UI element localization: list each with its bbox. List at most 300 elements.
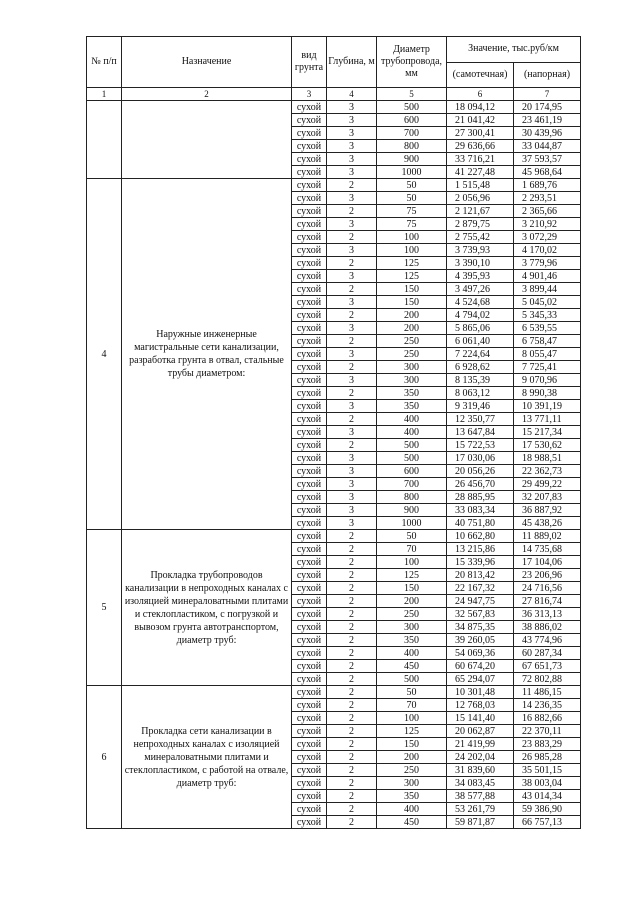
diameter-cell: 50 — [377, 530, 447, 543]
pressure-value-cell: 29 499,22 — [514, 478, 581, 491]
depth-cell: 2 — [327, 543, 377, 556]
gravity-value-cell: 4 524,68 — [447, 296, 514, 309]
diameter-cell: 1000 — [377, 166, 447, 179]
depth-cell: 2 — [327, 283, 377, 296]
section-description — [122, 101, 292, 179]
soil-type-cell: сухой — [292, 738, 327, 751]
diameter-cell: 100 — [377, 231, 447, 244]
header-purpose: Назначение — [122, 37, 292, 88]
pressure-value-cell: 22 370,11 — [514, 725, 581, 738]
depth-cell: 2 — [327, 569, 377, 582]
section-number: 6 — [87, 686, 122, 829]
diameter-cell: 70 — [377, 699, 447, 712]
gravity-value-cell: 8 063,12 — [447, 387, 514, 400]
depth-cell: 3 — [327, 400, 377, 413]
pressure-value-cell: 15 217,34 — [514, 426, 581, 439]
soil-type-cell: сухой — [292, 452, 327, 465]
gravity-value-cell: 54 069,36 — [447, 647, 514, 660]
soil-type-cell: сухой — [292, 465, 327, 478]
pressure-value-cell: 33 044,87 — [514, 140, 581, 153]
pressure-value-cell: 6 539,55 — [514, 322, 581, 335]
diameter-cell: 250 — [377, 348, 447, 361]
pressure-value-cell: 23 461,19 — [514, 114, 581, 127]
gravity-value-cell: 34 875,35 — [447, 621, 514, 634]
pressure-value-cell: 23 883,29 — [514, 738, 581, 751]
gravity-value-cell: 13 647,84 — [447, 426, 514, 439]
depth-cell: 3 — [327, 374, 377, 387]
depth-cell: 2 — [327, 673, 377, 686]
depth-cell: 3 — [327, 322, 377, 335]
gravity-value-cell: 33 083,34 — [447, 504, 514, 517]
diameter-cell: 200 — [377, 309, 447, 322]
soil-type-cell: сухой — [292, 530, 327, 543]
diameter-cell: 75 — [377, 205, 447, 218]
pressure-value-cell: 43 014,34 — [514, 790, 581, 803]
diameter-cell: 125 — [377, 725, 447, 738]
pressure-value-cell: 4 901,46 — [514, 270, 581, 283]
gravity-value-cell: 21 419,99 — [447, 738, 514, 751]
diameter-cell: 500 — [377, 439, 447, 452]
diameter-cell: 400 — [377, 803, 447, 816]
gravity-value-cell: 41 227,48 — [447, 166, 514, 179]
diameter-cell: 800 — [377, 140, 447, 153]
pressure-value-cell: 24 716,56 — [514, 582, 581, 595]
diameter-cell: 200 — [377, 751, 447, 764]
table-body — [87, 101, 581, 829]
depth-cell: 2 — [327, 179, 377, 192]
diameter-cell: 100 — [377, 712, 447, 725]
gravity-value-cell: 5 865,06 — [447, 322, 514, 335]
soil-type-cell: сухой — [292, 400, 327, 413]
pressure-value-cell: 67 651,73 — [514, 660, 581, 673]
diameter-cell: 350 — [377, 400, 447, 413]
diameter-cell: 150 — [377, 738, 447, 751]
table-row — [87, 179, 581, 192]
diameter-cell: 125 — [377, 257, 447, 270]
diameter-cell: 125 — [377, 270, 447, 283]
depth-cell: 3 — [327, 348, 377, 361]
gravity-value-cell: 38 577,88 — [447, 790, 514, 803]
diameter-cell: 250 — [377, 764, 447, 777]
depth-cell: 2 — [327, 439, 377, 452]
gravity-value-cell: 13 215,86 — [447, 543, 514, 556]
diameter-cell: 350 — [377, 790, 447, 803]
gravity-value-cell: 3 390,10 — [447, 257, 514, 270]
table-row — [87, 530, 581, 543]
diameter-cell: 50 — [377, 686, 447, 699]
pressure-value-cell: 5 345,33 — [514, 309, 581, 322]
section-number: 4 — [87, 179, 122, 530]
depth-cell: 2 — [327, 816, 377, 829]
diameter-cell: 1000 — [377, 517, 447, 530]
soil-type-cell: сухой — [292, 114, 327, 127]
soil-type-cell: сухой — [292, 257, 327, 270]
depth-cell: 3 — [327, 296, 377, 309]
depth-cell: 3 — [327, 166, 377, 179]
soil-type-cell: сухой — [292, 491, 327, 504]
diameter-cell: 300 — [377, 777, 447, 790]
pressure-value-cell: 36 313,13 — [514, 608, 581, 621]
diameter-cell: 150 — [377, 296, 447, 309]
header-depth: Глубина, м — [327, 37, 377, 88]
gravity-value-cell: 6 928,62 — [447, 361, 514, 374]
pressure-value-cell: 5 045,02 — [514, 296, 581, 309]
table-row — [87, 101, 581, 114]
soil-type-cell: сухой — [292, 634, 327, 647]
pressure-value-cell: 17 104,06 — [514, 556, 581, 569]
depth-cell: 3 — [327, 452, 377, 465]
pressure-value-cell: 11 486,15 — [514, 686, 581, 699]
pressure-value-cell: 20 174,95 — [514, 101, 581, 114]
soil-type-cell: сухой — [292, 101, 327, 114]
gravity-value-cell: 15 141,40 — [447, 712, 514, 725]
gravity-value-cell: 40 751,80 — [447, 517, 514, 530]
depth-cell: 2 — [327, 686, 377, 699]
pressure-value-cell: 14 735,68 — [514, 543, 581, 556]
diameter-cell: 150 — [377, 283, 447, 296]
depth-cell: 2 — [327, 777, 377, 790]
diameter-cell: 70 — [377, 543, 447, 556]
depth-cell: 2 — [327, 361, 377, 374]
gravity-value-cell: 28 885,95 — [447, 491, 514, 504]
depth-cell: 3 — [327, 426, 377, 439]
soil-type-cell: сухой — [292, 192, 327, 205]
soil-type-cell: сухой — [292, 244, 327, 257]
pressure-value-cell: 38 886,02 — [514, 621, 581, 634]
depth-cell: 2 — [327, 699, 377, 712]
soil-type-cell: сухой — [292, 764, 327, 777]
depth-cell: 3 — [327, 192, 377, 205]
soil-type-cell: сухой — [292, 790, 327, 803]
pressure-value-cell: 37 593,57 — [514, 153, 581, 166]
depth-cell: 3 — [327, 465, 377, 478]
diameter-cell: 100 — [377, 244, 447, 257]
column-number-cell: 3 — [292, 88, 327, 101]
diameter-cell: 300 — [377, 374, 447, 387]
gravity-value-cell: 7 224,64 — [447, 348, 514, 361]
gravity-value-cell: 3 739,93 — [447, 244, 514, 257]
soil-type-cell: сухой — [292, 231, 327, 244]
soil-type-cell: сухой — [292, 335, 327, 348]
pressure-value-cell: 38 003,04 — [514, 777, 581, 790]
gravity-value-cell: 8 135,39 — [447, 374, 514, 387]
soil-type-cell: сухой — [292, 270, 327, 283]
pressure-value-cell: 4 170,02 — [514, 244, 581, 257]
diameter-cell: 700 — [377, 127, 447, 140]
gravity-value-cell: 59 871,87 — [447, 816, 514, 829]
document-page — [86, 36, 581, 829]
pressure-value-cell: 14 236,35 — [514, 699, 581, 712]
soil-type-cell: сухой — [292, 816, 327, 829]
depth-cell: 2 — [327, 764, 377, 777]
soil-type-cell: сухой — [292, 699, 327, 712]
soil-type-cell: сухой — [292, 582, 327, 595]
pressure-value-cell: 3 210,92 — [514, 218, 581, 231]
depth-cell: 2 — [327, 556, 377, 569]
soil-type-cell: сухой — [292, 426, 327, 439]
pressure-value-cell: 45 968,64 — [514, 166, 581, 179]
diameter-cell: 600 — [377, 465, 447, 478]
soil-type-cell: сухой — [292, 621, 327, 634]
gravity-value-cell: 2 056,96 — [447, 192, 514, 205]
soil-type-cell: сухой — [292, 595, 327, 608]
header-soil-type: вид грунта — [292, 37, 327, 88]
depth-cell: 3 — [327, 270, 377, 283]
pressure-value-cell: 27 816,74 — [514, 595, 581, 608]
gravity-value-cell: 9 319,46 — [447, 400, 514, 413]
gravity-value-cell: 2 755,42 — [447, 231, 514, 244]
gravity-value-cell: 26 456,70 — [447, 478, 514, 491]
soil-type-cell: сухой — [292, 283, 327, 296]
pressure-value-cell: 11 889,02 — [514, 530, 581, 543]
soil-type-cell: сухой — [292, 153, 327, 166]
diameter-cell: 400 — [377, 426, 447, 439]
diameter-cell: 125 — [377, 569, 447, 582]
gravity-value-cell: 4 395,93 — [447, 270, 514, 283]
soil-type-cell: сухой — [292, 556, 327, 569]
gravity-value-cell: 33 716,21 — [447, 153, 514, 166]
soil-type-cell: сухой — [292, 712, 327, 725]
gravity-value-cell: 21 041,42 — [447, 114, 514, 127]
gravity-value-cell: 6 061,40 — [447, 335, 514, 348]
column-number-cell: 2 — [122, 88, 292, 101]
soil-type-cell: сухой — [292, 218, 327, 231]
pressure-value-cell: 30 439,96 — [514, 127, 581, 140]
soil-type-cell: сухой — [292, 478, 327, 491]
depth-cell: 2 — [327, 608, 377, 621]
diameter-cell: 250 — [377, 335, 447, 348]
depth-cell: 2 — [327, 790, 377, 803]
gravity-value-cell: 17 030,06 — [447, 452, 514, 465]
soil-type-cell: сухой — [292, 803, 327, 816]
depth-cell: 3 — [327, 491, 377, 504]
diameter-cell: 300 — [377, 361, 447, 374]
gravity-value-cell: 2 121,67 — [447, 205, 514, 218]
depth-cell: 3 — [327, 140, 377, 153]
gravity-value-cell: 12 350,77 — [447, 413, 514, 426]
diameter-cell: 75 — [377, 218, 447, 231]
depth-cell: 2 — [327, 634, 377, 647]
pressure-value-cell: 10 391,19 — [514, 400, 581, 413]
column-number-row — [87, 88, 581, 101]
soil-type-cell: сухой — [292, 296, 327, 309]
depth-cell: 3 — [327, 127, 377, 140]
soil-type-cell: сухой — [292, 205, 327, 218]
pressure-value-cell: 59 386,90 — [514, 803, 581, 816]
soil-type-cell: сухой — [292, 309, 327, 322]
pressure-value-cell: 36 887,92 — [514, 504, 581, 517]
diameter-cell: 200 — [377, 322, 447, 335]
depth-cell: 2 — [327, 335, 377, 348]
diameter-cell: 100 — [377, 556, 447, 569]
gravity-value-cell: 18 094,12 — [447, 101, 514, 114]
gravity-value-cell: 2 879,75 — [447, 218, 514, 231]
pressure-value-cell: 9 070,96 — [514, 374, 581, 387]
gravity-value-cell: 12 768,03 — [447, 699, 514, 712]
depth-cell: 2 — [327, 803, 377, 816]
gravity-value-cell: 4 794,02 — [447, 309, 514, 322]
diameter-cell: 900 — [377, 504, 447, 517]
gravity-value-cell: 24 202,04 — [447, 751, 514, 764]
depth-cell: 2 — [327, 712, 377, 725]
pressure-value-cell: 8 990,38 — [514, 387, 581, 400]
column-number-cell: 5 — [377, 88, 447, 101]
pressure-value-cell: 32 207,83 — [514, 491, 581, 504]
soil-type-cell: сухой — [292, 439, 327, 452]
soil-type-cell: сухой — [292, 127, 327, 140]
section-description: Прокладка сети канализации в непроходных каналах с изоляцией минераловатными плитами и стеклопластиком, с работой на отвале, диаметр труб: — [122, 686, 292, 829]
soil-type-cell: сухой — [292, 725, 327, 738]
diameter-cell: 400 — [377, 647, 447, 660]
gravity-value-cell: 34 083,45 — [447, 777, 514, 790]
diameter-cell: 50 — [377, 192, 447, 205]
section-number — [87, 101, 122, 179]
gravity-value-cell: 3 497,26 — [447, 283, 514, 296]
section-description: Прокладка трубопроводов канализации в непроходных каналах с изоляцией минераловатными плитами и стеклопластиком, с погрузкой и вывозом грунта автотранспортом, диаметр труб: — [122, 530, 292, 686]
soil-type-cell: сухой — [292, 673, 327, 686]
column-number-cell: 4 — [327, 88, 377, 101]
diameter-cell: 500 — [377, 101, 447, 114]
depth-cell: 2 — [327, 725, 377, 738]
soil-type-cell: сухой — [292, 608, 327, 621]
soil-type-cell: сухой — [292, 686, 327, 699]
depth-cell: 2 — [327, 595, 377, 608]
gravity-value-cell: 27 300,41 — [447, 127, 514, 140]
depth-cell: 2 — [327, 660, 377, 673]
depth-cell: 3 — [327, 153, 377, 166]
diameter-cell: 600 — [377, 114, 447, 127]
pressure-value-cell: 23 206,96 — [514, 569, 581, 582]
depth-cell: 2 — [327, 205, 377, 218]
cost-table — [86, 36, 581, 829]
depth-cell: 2 — [327, 738, 377, 751]
gravity-value-cell: 20 813,42 — [447, 569, 514, 582]
pressure-value-cell: 26 985,28 — [514, 751, 581, 764]
diameter-cell: 50 — [377, 179, 447, 192]
gravity-value-cell: 32 567,83 — [447, 608, 514, 621]
pressure-value-cell: 2 365,66 — [514, 205, 581, 218]
pressure-value-cell: 22 362,73 — [514, 465, 581, 478]
pressure-value-cell: 3 072,29 — [514, 231, 581, 244]
gravity-value-cell: 15 722,53 — [447, 439, 514, 452]
soil-type-cell: сухой — [292, 647, 327, 660]
diameter-cell: 250 — [377, 608, 447, 621]
pressure-value-cell: 3 779,96 — [514, 257, 581, 270]
gravity-value-cell: 10 662,80 — [447, 530, 514, 543]
gravity-value-cell: 31 839,60 — [447, 764, 514, 777]
gravity-value-cell: 20 056,26 — [447, 465, 514, 478]
depth-cell: 2 — [327, 530, 377, 543]
soil-type-cell: сухой — [292, 413, 327, 426]
soil-type-cell: сухой — [292, 374, 327, 387]
header-row-1 — [87, 37, 581, 63]
gravity-value-cell: 22 167,32 — [447, 582, 514, 595]
gravity-value-cell: 60 674,20 — [447, 660, 514, 673]
pressure-value-cell: 60 287,34 — [514, 647, 581, 660]
diameter-cell: 150 — [377, 582, 447, 595]
section-description: Наружные инженерные магистральные сети канализации, разработка грунта в отвал, стальные трубы диаметром: — [122, 179, 292, 530]
gravity-value-cell: 65 294,07 — [447, 673, 514, 686]
depth-cell: 2 — [327, 647, 377, 660]
diameter-cell: 450 — [377, 660, 447, 673]
pressure-value-cell: 66 757,13 — [514, 816, 581, 829]
pressure-value-cell: 17 530,62 — [514, 439, 581, 452]
depth-cell: 2 — [327, 582, 377, 595]
diameter-cell: 350 — [377, 634, 447, 647]
diameter-cell: 800 — [377, 491, 447, 504]
diameter-cell: 500 — [377, 673, 447, 686]
depth-cell: 2 — [327, 413, 377, 426]
diameter-cell: 350 — [377, 387, 447, 400]
soil-type-cell: сухой — [292, 543, 327, 556]
section-number: 5 — [87, 530, 122, 686]
soil-type-cell: сухой — [292, 322, 327, 335]
gravity-value-cell: 20 062,87 — [447, 725, 514, 738]
gravity-value-cell: 39 260,05 — [447, 634, 514, 647]
gravity-value-cell: 29 636,66 — [447, 140, 514, 153]
table-row — [87, 686, 581, 699]
depth-cell: 3 — [327, 504, 377, 517]
diameter-cell: 200 — [377, 595, 447, 608]
soil-type-cell: сухой — [292, 387, 327, 400]
pressure-value-cell: 1 689,76 — [514, 179, 581, 192]
soil-type-cell: сухой — [292, 504, 327, 517]
diameter-cell: 900 — [377, 153, 447, 166]
depth-cell: 2 — [327, 257, 377, 270]
pressure-value-cell: 16 882,66 — [514, 712, 581, 725]
diameter-cell: 400 — [377, 413, 447, 426]
depth-cell: 2 — [327, 309, 377, 322]
pressure-value-cell: 45 438,26 — [514, 517, 581, 530]
depth-cell: 3 — [327, 478, 377, 491]
column-number-cell: 1 — [87, 88, 122, 101]
soil-type-cell: сухой — [292, 751, 327, 764]
gravity-value-cell: 53 261,79 — [447, 803, 514, 816]
diameter-cell: 450 — [377, 816, 447, 829]
soil-type-cell: сухой — [292, 660, 327, 673]
soil-type-cell: сухой — [292, 140, 327, 153]
diameter-cell: 500 — [377, 452, 447, 465]
pressure-value-cell: 8 055,47 — [514, 348, 581, 361]
soil-type-cell: сухой — [292, 179, 327, 192]
gravity-value-cell: 15 339,96 — [447, 556, 514, 569]
depth-cell: 3 — [327, 218, 377, 231]
depth-cell: 3 — [327, 101, 377, 114]
soil-type-cell: сухой — [292, 361, 327, 374]
pressure-value-cell: 6 758,47 — [514, 335, 581, 348]
gravity-value-cell: 1 515,48 — [447, 179, 514, 192]
pressure-value-cell: 35 501,15 — [514, 764, 581, 777]
pressure-value-cell: 2 293,51 — [514, 192, 581, 205]
soil-type-cell: сухой — [292, 777, 327, 790]
header-diameter: Диаметр трубопровода, мм — [377, 37, 447, 88]
depth-cell: 2 — [327, 231, 377, 244]
gravity-value-cell: 24 947,75 — [447, 595, 514, 608]
pressure-value-cell: 3 899,44 — [514, 283, 581, 296]
pressure-value-cell: 43 774,96 — [514, 634, 581, 647]
depth-cell: 3 — [327, 517, 377, 530]
header-num: № п/п — [87, 37, 122, 88]
depth-cell: 3 — [327, 244, 377, 257]
pressure-value-cell: 7 725,41 — [514, 361, 581, 374]
column-number-cell: 6 — [447, 88, 514, 101]
header-value: Значение, тыс.руб/км — [447, 37, 581, 63]
diameter-cell: 300 — [377, 621, 447, 634]
soil-type-cell: сухой — [292, 166, 327, 179]
pressure-value-cell: 18 988,51 — [514, 452, 581, 465]
soil-type-cell: сухой — [292, 348, 327, 361]
depth-cell: 3 — [327, 114, 377, 127]
